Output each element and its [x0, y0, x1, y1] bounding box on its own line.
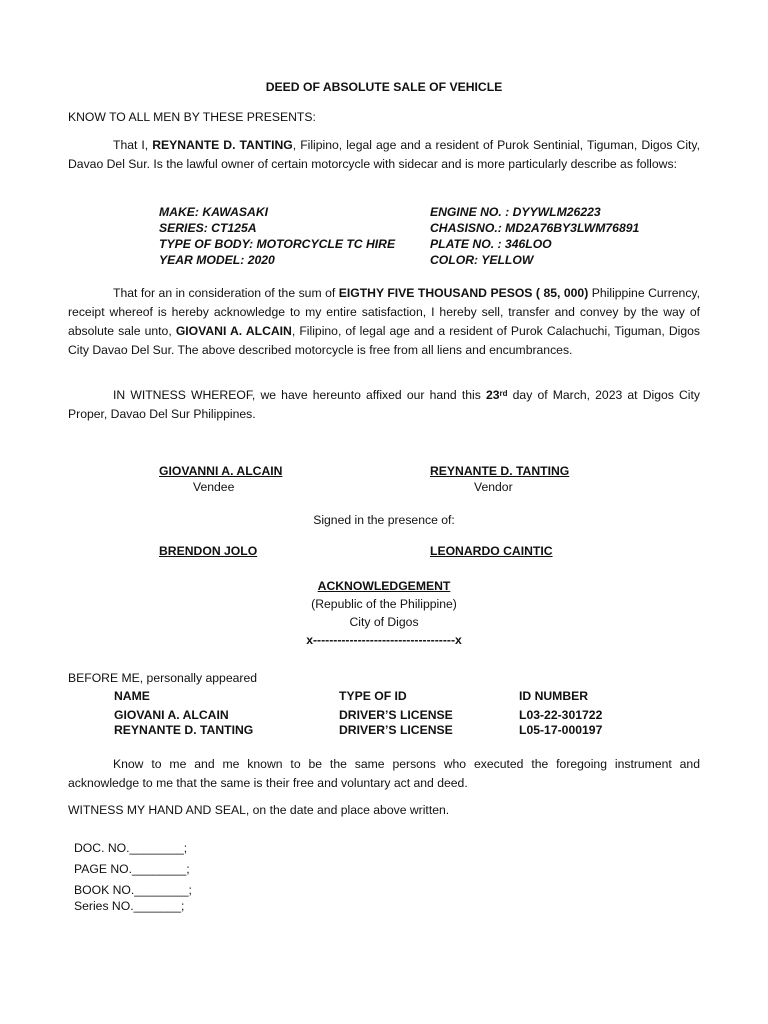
table-row-1-name: GIOVANI A. ALCAIN: [114, 708, 229, 722]
table-header-id: ID NUMBER: [519, 689, 589, 703]
p3-prefix: IN WITNESS WHEREOF, we have hereunto affixed our hand this: [113, 388, 486, 402]
vendor-signature-name: REYNANTE D. TANTING: [430, 464, 570, 478]
p3-day-suffix: rd: [499, 389, 508, 398]
vendor-role: Vendor: [474, 480, 513, 494]
document-title: DEED OF ABSOLUTE SALE OF VEHICLE: [265, 80, 503, 94]
vehicle-series: SERIES: CT125A: [159, 221, 257, 235]
presence-text: Signed in the presence of:: [313, 513, 455, 527]
witness-2: LEONARDO CAINTIC: [430, 544, 553, 558]
notary-doc-no: DOC. NO.________;: [74, 841, 188, 855]
opening-line: KNOW TO ALL MEN BY THESE PRESENTS:: [68, 110, 316, 124]
p3-rest: day of March, 2023 at Digos City Proper, Davao Del Sur Philippines.: [68, 388, 700, 421]
notary-series-no: Series NO._______;: [74, 899, 185, 913]
vendee-role: Vendee: [193, 480, 235, 494]
p3-day: 23: [485, 388, 500, 402]
p1-vendor-name: REYNANTE D. TANTING: [152, 138, 293, 152]
vehicle-chassis: CHASISNO.: MD2A76BY3LWM76891: [430, 221, 640, 235]
acknowledgement-title: ACKNOWLEDGEMENT: [317, 579, 451, 593]
vehicle-make: MAKE: KAWASAKI: [159, 205, 269, 219]
paragraph-known: Know to me and me known to be the same persons who executed the foregoing instrument and acknowledge to me that the same is their free and voluntary act and deed.: [68, 757, 700, 790]
table-row-1-type: DRIVER’S LICENSE: [339, 708, 453, 722]
p1-rest: , Filipino, legal age and a resident of Purok Sentinial, Tiguman, Digos City, Davao Del Sur. Is the lawful owner of certain motorcycle with sidecar and is more particularly describe as follows:: [68, 138, 700, 171]
witness-hand-line: WITNESS MY HAND AND SEAL, on the date and place above written.: [68, 803, 450, 817]
notary-book-no: BOOK NO.________;: [74, 883, 192, 897]
vehicle-plate: PLATE NO. : 346LOO: [430, 237, 552, 251]
witness-1: BRENDON JOLO: [159, 544, 258, 558]
paragraph-ownership: [68, 136, 700, 174]
table-header-type: TYPE OF ID: [339, 689, 407, 703]
table-row-2-type: DRIVER’S LICENSE: [339, 723, 453, 737]
p2-amount: EIGTHY FIVE THOUSAND PESOS ( 85, 000): [338, 286, 589, 300]
p2-prefix: That for an in consideration of the sum of: [113, 286, 339, 300]
table-row-1-id: L03-22-301722: [519, 708, 603, 722]
acknowledgement-republic: (Republic of the Philippine): [311, 597, 457, 611]
vendee-signature-name: GIOVANNI A. ALCAIN: [159, 464, 283, 478]
vehicle-engine: ENGINE NO. : DYYWLM26223: [430, 205, 601, 219]
table-row-2-name: REYNANTE D. TANTING: [114, 723, 254, 737]
acknowledgement-separator: x-----------------------------------x: [306, 633, 462, 647]
acknowledgement-city: City of Digos: [349, 615, 419, 629]
p1-prefix: That I,: [113, 138, 153, 152]
p2-vendee-name: GIOVANI A. ALCAIN: [175, 324, 292, 338]
notary-page-no: PAGE NO.________;: [74, 862, 190, 876]
table-header-name: NAME: [114, 689, 150, 703]
paragraph-witness: [68, 386, 700, 424]
before-me-line: BEFORE ME, personally appeared: [68, 671, 257, 685]
vehicle-year: YEAR MODEL: 2020: [159, 253, 275, 267]
vehicle-body: TYPE OF BODY: MOTORCYCLE TC HIRE: [159, 237, 396, 251]
table-row-2-id: L05-17-000197: [519, 723, 603, 737]
p2-rest: , Filipino, of legal age and a resident of Purok Calachuchi, Tiguman, Digos City Davao Del Sur. The above described motorcycle is free from all liens and encumbrances.: [68, 324, 700, 357]
p2-middle: Philippine Currency, receipt whereof is hereby acknowledge to my entire satisfaction, I hereby sell, transfer and convey by the way of absolute sale unto,: [68, 286, 700, 338]
vehicle-color: COLOR: YELLOW: [430, 253, 534, 267]
paragraph-consideration: [68, 284, 700, 360]
